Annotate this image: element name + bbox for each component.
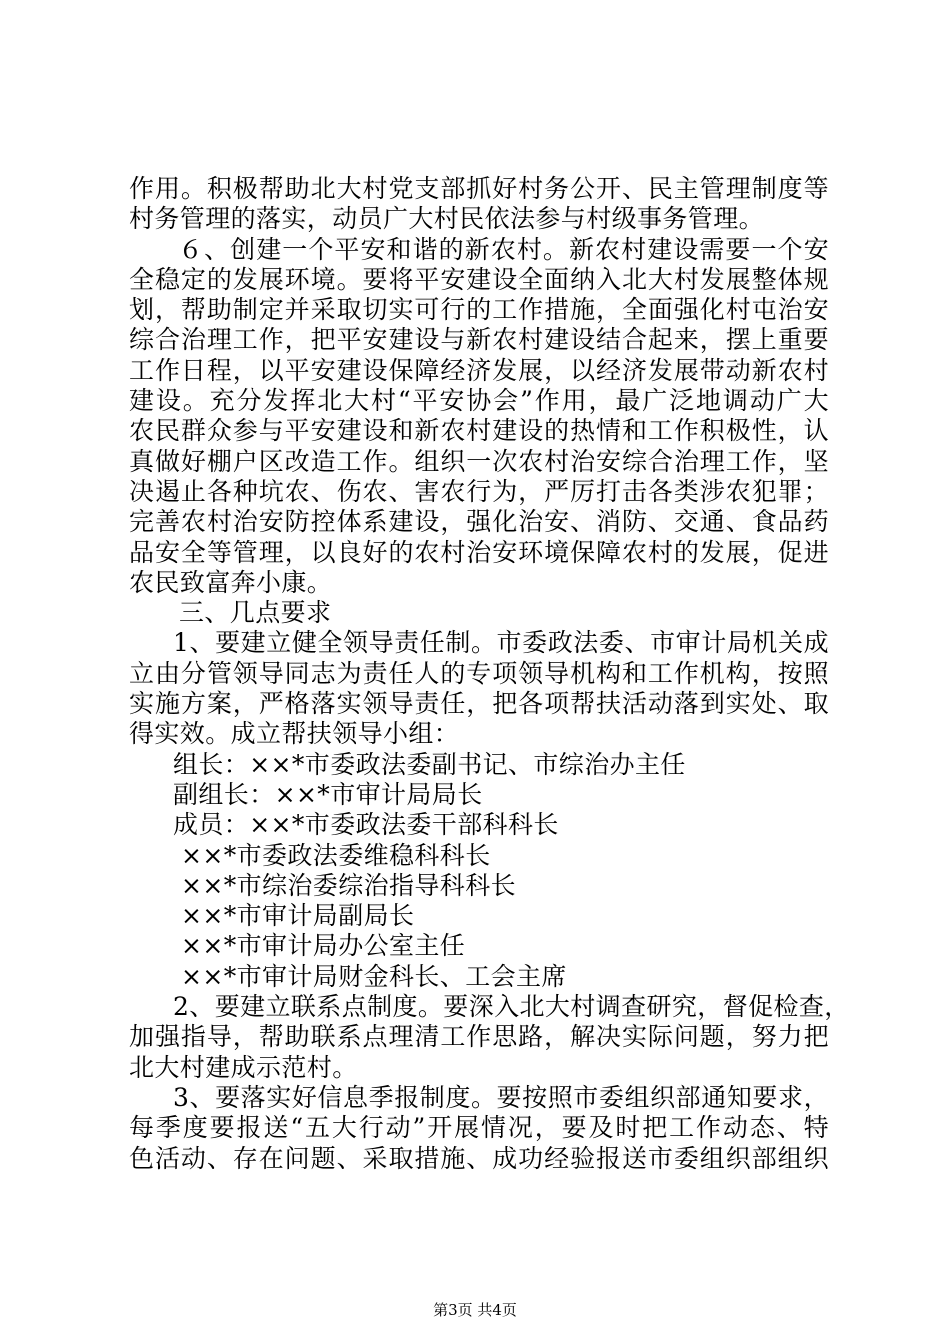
- group-leader-line: 组长：××*市委政法委副书记、市综治办主任: [173, 749, 686, 779]
- text-line-8: 建设。充分发挥北大村“平安协会”作用，最广泛地调动广大: [129, 386, 829, 416]
- text-line-30: 北大村建成示范村。: [129, 1052, 358, 1082]
- text-line-7: 工作日程，以平安建设保障经济发展，以经济发展带动新农村: [129, 355, 829, 385]
- member-line-6: ××*市审计局财金科长、工会主席: [181, 961, 567, 991]
- text-line-1: 作用。积极帮助北大村党支部抓好村务公开、民主管理制度等: [129, 174, 829, 203]
- text-line-5: 划，帮助制定并采取切实可行的工作措施，全面强化村屯治安: [129, 295, 829, 325]
- text-line-10: 真做好棚户区改造工作。组织一次农村治安综合治理工作，坚: [129, 446, 829, 476]
- text-line-33: 色活动、存在问题、采取措施、成功经验报送市委组织部组织: [129, 1143, 829, 1173]
- text-line-29: 加强指导，帮助联系点理清工作思路，解决实际问题，努力把: [129, 1022, 829, 1052]
- member-line-3: ××*市综治委综治指导科科长: [181, 870, 516, 900]
- text-line-12: 完善农村治安防控体系建设，强化治安、消防、交通、食品药: [129, 507, 829, 537]
- text-line-3: ６、创建一个平安和谐的新农村。新农村建设需要一个安: [178, 234, 829, 264]
- text-line-19: 得实效。成立帮扶领导小组：: [129, 719, 460, 749]
- text-line-31: 3、要落实好信息季报制度。要按照市委组织部通知要求，: [173, 1082, 829, 1112]
- member-line-2: ××*市委政法委维稳科科长: [181, 840, 491, 870]
- text-line-2: 村务管理的落实，动员广大村民依法参与村级事务管理。: [129, 204, 765, 234]
- member-line-5: ××*市审计局办公室主任: [181, 931, 466, 961]
- text-line-14: 农民致富奔小康。: [129, 567, 333, 597]
- deputy-leader-line: 副组长：××*市审计局局长: [173, 779, 483, 809]
- member-line-4: ××*市审计局副局长: [181, 901, 415, 931]
- text-line-17: 立由分管领导同志为责任人的专项领导机构和工作机构，按照: [129, 658, 829, 688]
- text-line-32: 每季度要报送“五大行动”开展情况，要及时把工作动态、特: [129, 1113, 829, 1143]
- page-footer: 第3页 共4页: [433, 1301, 517, 1319]
- member-line-1: 成员：××*市委政法委干部科科长: [173, 810, 559, 840]
- text-line-16: 1、要建立健全领导责任制。市委政法委、市审计局机关成: [173, 628, 829, 658]
- text-line-4: 全稳定的发展环境。要将平安建设全面纳入北大村发展整体规: [129, 264, 829, 294]
- text-line-18: 实施方案，严格落实领导责任，把各项帮扶活动落到实处、取: [129, 689, 829, 719]
- text-line-9: 农民群众参与平安建设和新农村建设的热情和工作积极性，认: [129, 416, 829, 446]
- text-line-6: 综合治理工作，把平安建设与新农村建设结合起来，摆上重要: [129, 325, 829, 355]
- text-line-13: 品安全等管理，以良好的农村治安环境保障农村的发展，促进: [129, 537, 829, 567]
- text-line-11: 决遏止各种坑农、伤农、害农行为，严厉打击各类涉农犯罪；: [129, 476, 829, 506]
- text-line-28: 2、要建立联系点制度。要深入北大村调查研究，督促检查，: [173, 992, 850, 1022]
- section-heading: 三、几点要求: [179, 598, 332, 628]
- document-body: [129, 174, 850, 1174]
